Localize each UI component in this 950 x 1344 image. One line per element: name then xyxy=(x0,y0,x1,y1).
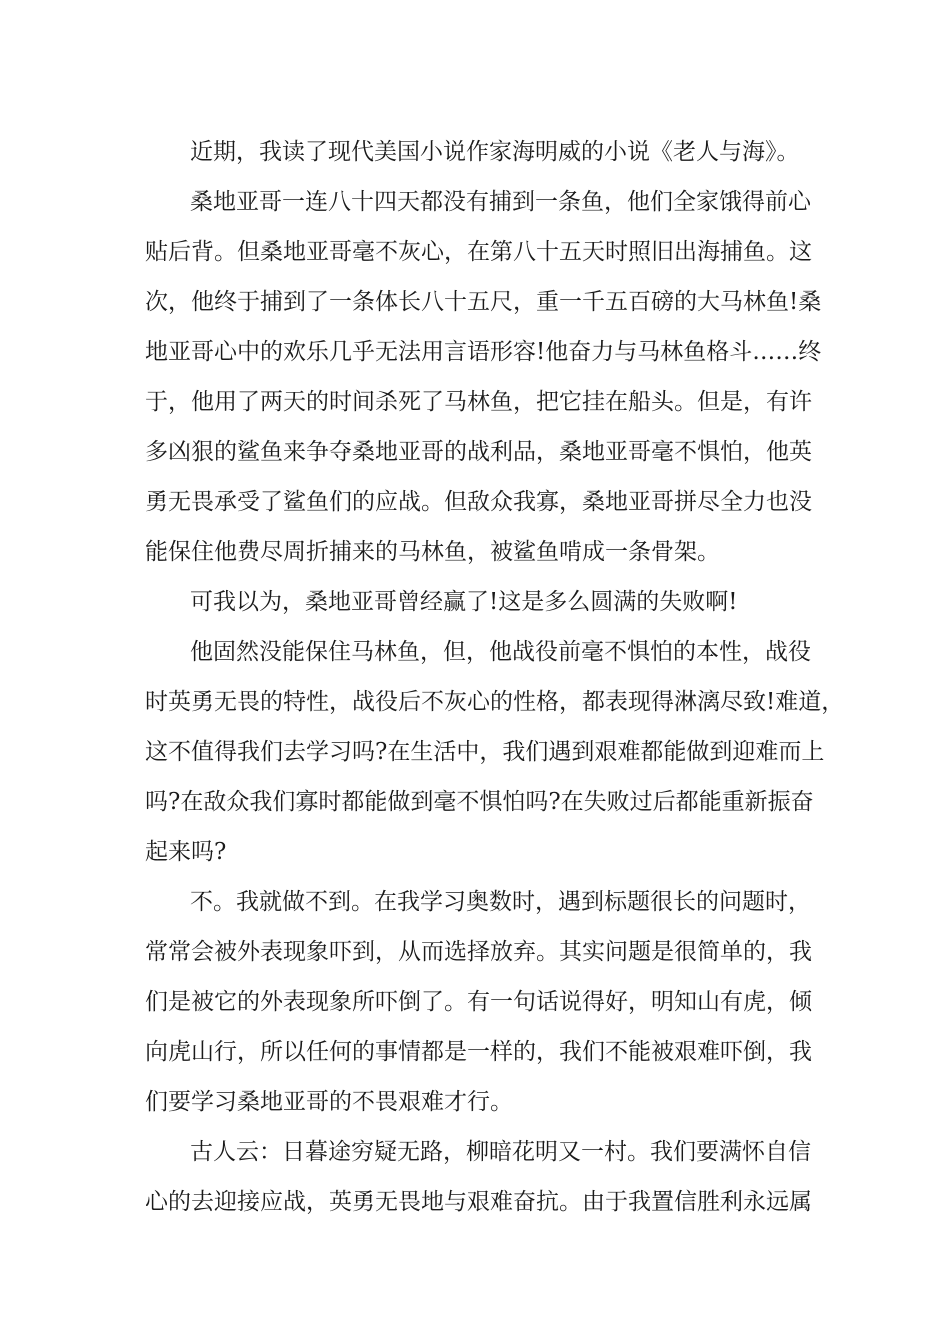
para-2-line-5: 于，他用了两天的时间杀死了马林鱼，把它挂在船头。但是，有许 xyxy=(145,389,812,415)
para-5-line-2: 常常会被外表现象吓到，从而选择放弃。其实问题是很简单的，我 xyxy=(145,939,812,965)
para-1-line-1: 近期，我读了现代美国小说作家海明威的小说《老人与海》。 xyxy=(190,139,800,165)
para-6-line-1: 古人云：日暮途穷疑无路，柳暗花明又一村。我们要满怀自信 xyxy=(190,1139,811,1165)
para-5-line-5: 们要学习桑地亚哥的不畏艰难才行。 xyxy=(145,1089,513,1115)
para-2-line-3: 次，他终于捕到了一条体长八十五尺，重一千五百磅的大马林鱼!桑 xyxy=(145,289,822,315)
para-2-line-4: 地亚哥心中的欢乐几乎无法用言语形容!他奋力与马林鱼格斗……终 xyxy=(145,339,822,365)
para-2-line-8: 能保住他费尽周折捕来的马林鱼，被鲨鱼啃成一条骨架。 xyxy=(145,539,720,565)
para-4-line-5: 起来吗? xyxy=(145,839,227,865)
para-5-line-4: 向虎山行，所以任何的事情都是一样的，我们不能被艰难吓倒，我 xyxy=(145,1039,812,1065)
para-4-line-3: 这不值得我们去学习吗?在生活中，我们遇到艰难都能做到迎难而上 xyxy=(145,739,825,765)
para-6-line-2: 心的去迎接应战，英勇无畏地与艰难奋抗。由于我置信胜利永远属 xyxy=(145,1189,812,1215)
para-2-line-2: 贴后背。但桑地亚哥毫不灰心，在第八十五天时照旧出海捕鱼。这 xyxy=(145,239,812,265)
para-5-line-1: 不。我就做不到。在我学习奥数时，遇到标题很长的问题时， xyxy=(190,889,811,915)
para-2-line-6: 多凶狠的鲨鱼来争夺桑地亚哥的战利品，桑地亚哥毫不惧怕，他英 xyxy=(145,439,812,465)
para-4-line-4: 吗?在敌众我们寡时都能做到毫不惧怕吗?在失败过后都能重新振奋 xyxy=(145,789,814,815)
para-2-line-7: 勇无畏承受了鲨鱼们的应战。但敌众我寡，桑地亚哥拼尽全力也没 xyxy=(145,489,812,515)
para-3-line-1: 可我以为，桑地亚哥曾经赢了!这是多么圆满的失败啊! xyxy=(190,589,738,615)
para-4-line-2: 时英勇无畏的特性，战役后不灰心的性格，都表现得淋漓尽致!难道， xyxy=(145,689,845,715)
para-2-line-1: 桑地亚哥一连八十四天都没有捕到一条鱼，他们全家饿得前心 xyxy=(190,189,811,215)
para-4-line-1: 他固然没能保住马林鱼，但，他战役前毫不惧怕的本性，战役 xyxy=(190,639,811,665)
para-5-line-3: 们是被它的外表现象所吓倒了。有一句话说得好，明知山有虎，倾 xyxy=(145,989,812,1015)
